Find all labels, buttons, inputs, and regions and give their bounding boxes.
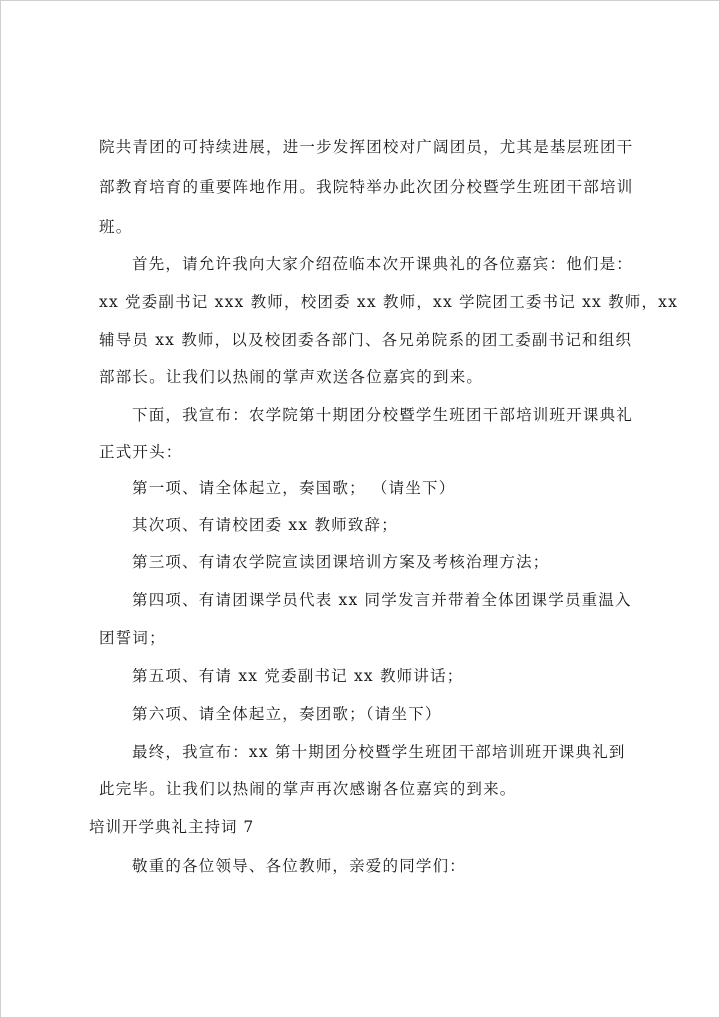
body-text-line: 敬重的各位领导、各位教师，亲爱的同学们： xyxy=(132,857,467,875)
agenda-item: 其次项、有请校团委 xx 教师致辞； xyxy=(132,516,398,534)
body-text-line: 下面，我宣布：农学院第十期团分校暨学生班团干部培训班开课典礼 xyxy=(132,406,634,424)
body-text-line: 院共青团的可持续进展，进一步发挥团校对广阔团员，尤其是基层班团干 xyxy=(99,138,634,156)
body-text-line: 辅导员 xx 教师，以及校团委各部门、各兄弟院系的团工委副书记和组织 xyxy=(99,331,633,349)
body-text-line: 此完毕。让我们以热闹的掌声再次感谢各位嘉宾的到来。 xyxy=(99,780,517,798)
agenda-item: 第六项、请全体起立，奏团歌；（请坐下） xyxy=(132,705,442,723)
body-text-line: 部教育培育的重要阵地作用。我院特举办此次团分校暨学生班团干部培训 xyxy=(99,178,634,196)
body-text-line: 部部长。让我们以热闹的掌声欢送各位嘉宾的到来。 xyxy=(99,368,484,386)
agenda-item: 第一项、请全体起立，奏国歌； （请坐下） xyxy=(132,479,456,497)
body-text-line: 首先，请允许我向大家介绍莅临本次开课典礼的各位嘉宾：他们是： xyxy=(132,255,634,273)
body-text-line: 班。 xyxy=(99,218,133,236)
section-heading: 培训开学典礼主持词 7 xyxy=(89,818,255,836)
agenda-item: 第四项、有请团课学员代表 xx 同学发言并带着全体团课学员重温入 xyxy=(132,591,632,609)
agenda-item: 第三项、有请农学院宣读团课培训方案及考核治理方法； xyxy=(132,553,550,571)
body-text-line: 正式开头： xyxy=(99,443,183,461)
agenda-item-continued: 团誓词； xyxy=(99,629,166,647)
agenda-item: 第五项、有请 xx 党委副书记 xx 教师讲话； xyxy=(132,667,464,685)
body-text-line: 最终，我宣布：xx 第十期团分校暨学生班团干部培训班开课典礼到 xyxy=(132,743,626,761)
body-text-line: xx 党委副书记 xxx 教师，校团委 xx 教师，xx 学院团工委书记 xx 教师，xx xyxy=(99,293,679,311)
